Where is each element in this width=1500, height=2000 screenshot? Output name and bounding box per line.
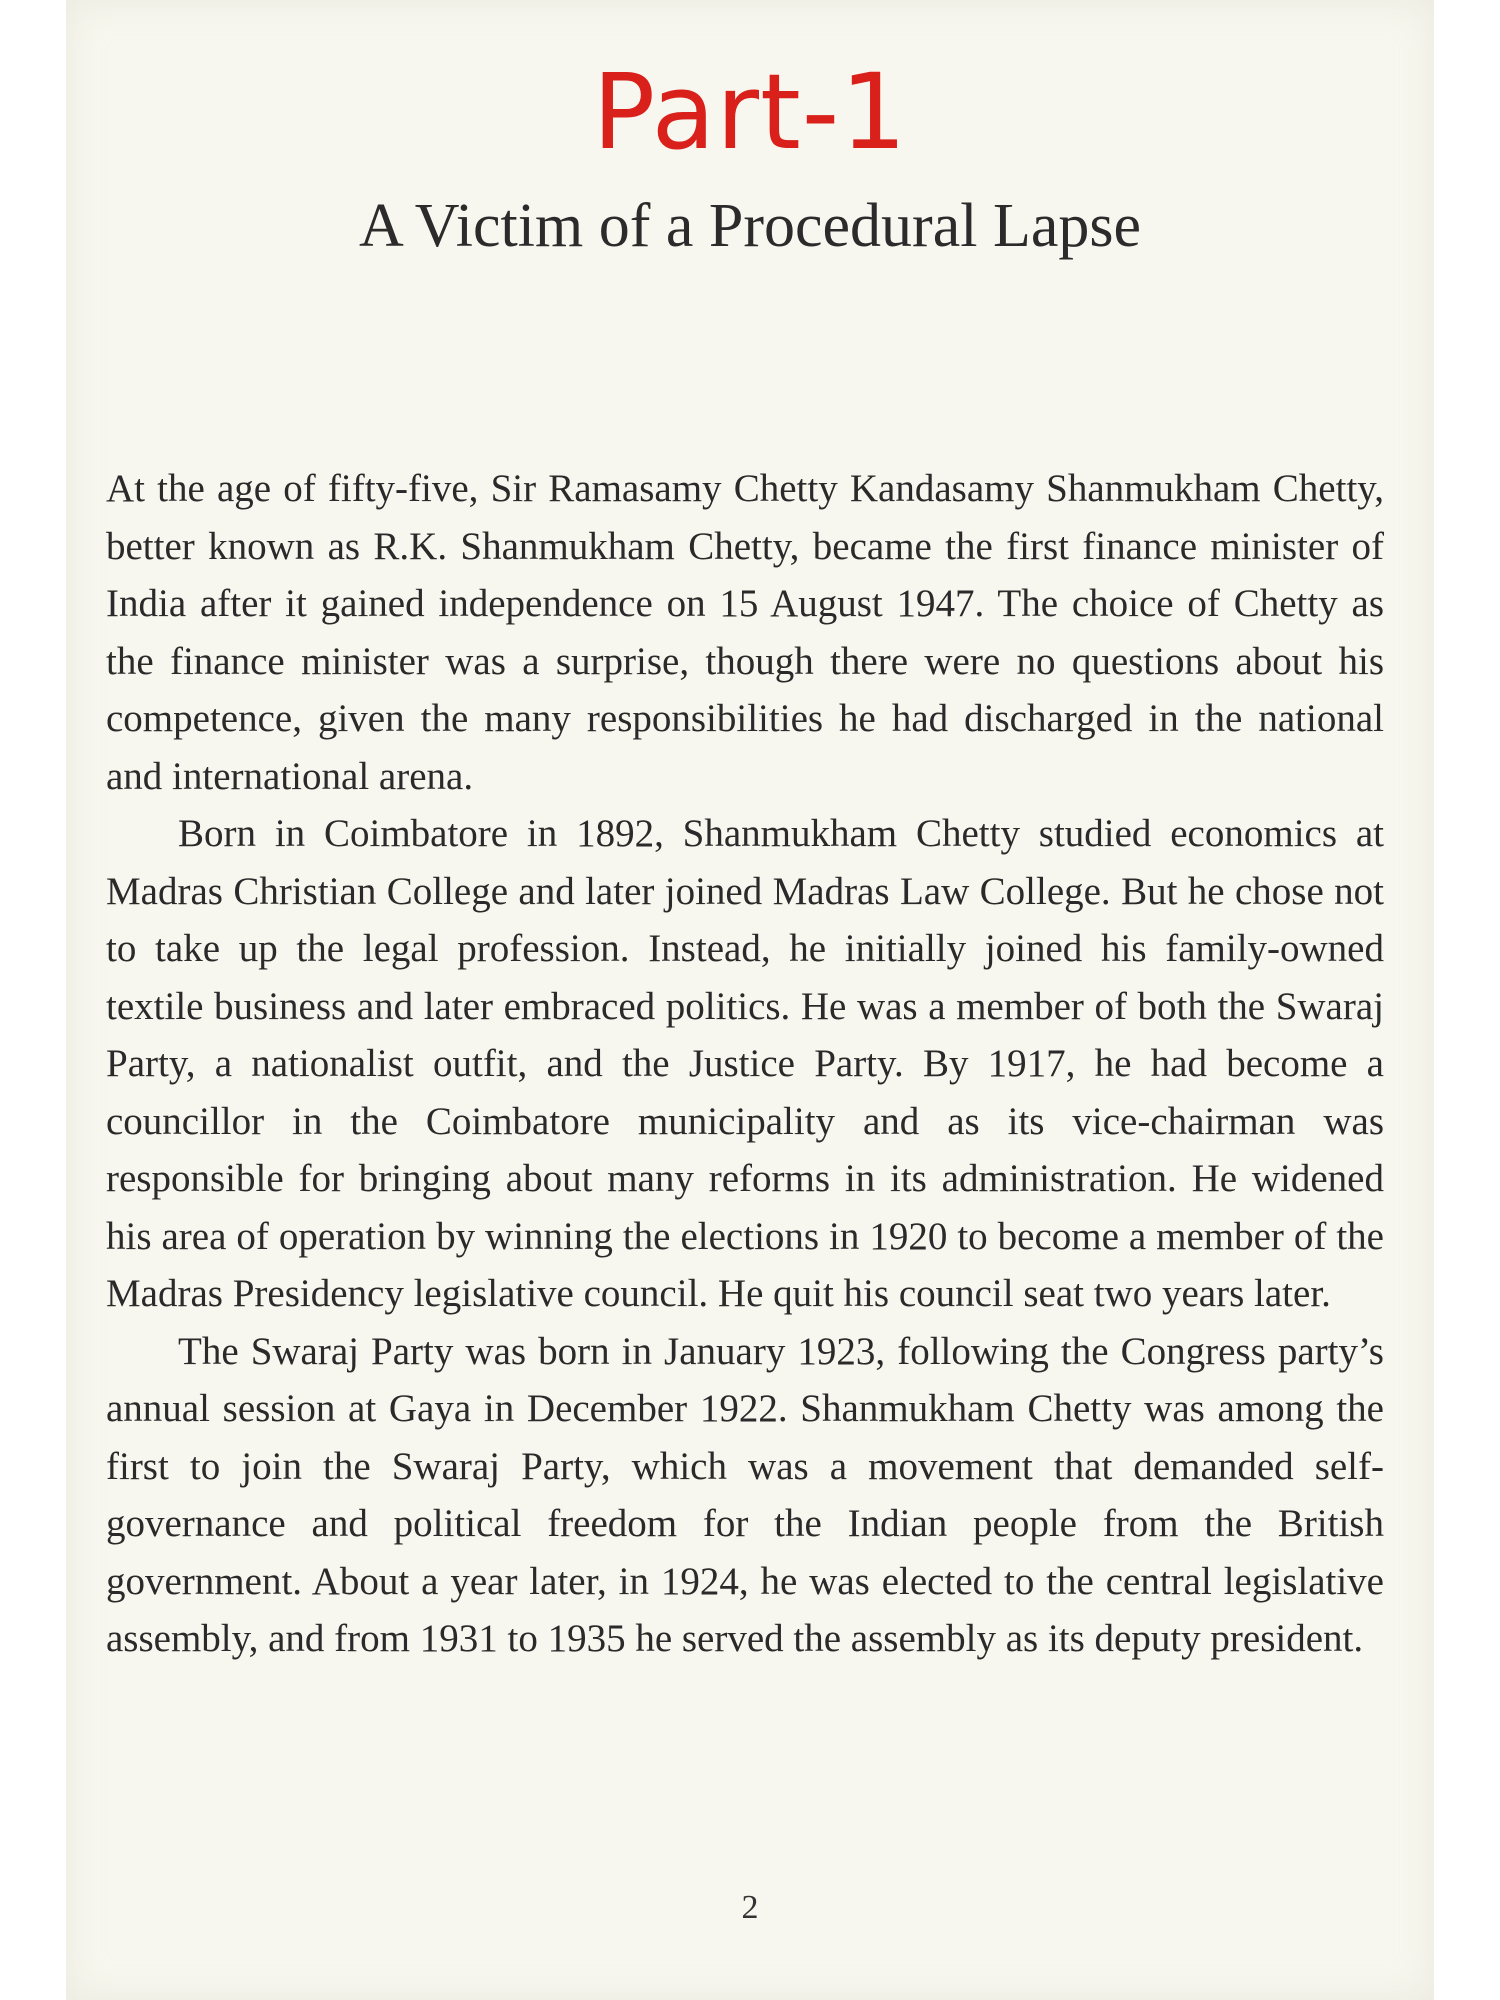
part-heading: Part-1 (592, 51, 908, 173)
paragraph-3: The Swaraj Party was born in January 1923, following the Congress party’s annual session at Gaya in December 1922. Shanmukham Chetty was among the first to join the Swaraj Party, which was a movement that demanded self-governance and political freedom for the Indian people from the British government. About a year later, in 1924, he was elected to the central legislative assembly, and from 1931 to 1935 he served the assembly as its deputy president. (106, 1329, 1384, 1660)
body-text (106, 460, 1384, 1668)
page-number: 2 (741, 1889, 759, 1926)
chapter-title: A Victim of a Procedural Lapse (359, 192, 1141, 260)
paragraph-1: At the age of fifty-five, Sir Ramasamy Chetty Kandasamy Shanmukham Chetty, better known as R.K. Shanmukham Chetty, became the first finance minister of India after it gained independence on 15 August 1947. The choice of Chetty as the finance minister was a surprise, though there were no questions about his competence, given the many responsibilities he had discharged in the national and international arena. (106, 467, 1384, 798)
book-page (66, 0, 1434, 2000)
paragraph-2: Born in Coimbatore in 1892, Shanmukham Chetty studied economics at Madras Christian College and later joined Madras Law College. But he chose not to take up the legal profession. Instead, he initially joined his family-owned textile business and later embraced politics. He was a member of both the Swaraj Party, a nationalist outfit, and the Justice Party. By 1917, he had become a councillor in the Coimbatore municipality and as its vice-chairman was responsible for bringing about many reforms in its administration. He widened his area of operation by winning the elections in 1920 to become a member of the Madras Presidency legislative council. He quit his council seat two years later. (106, 812, 1384, 1315)
